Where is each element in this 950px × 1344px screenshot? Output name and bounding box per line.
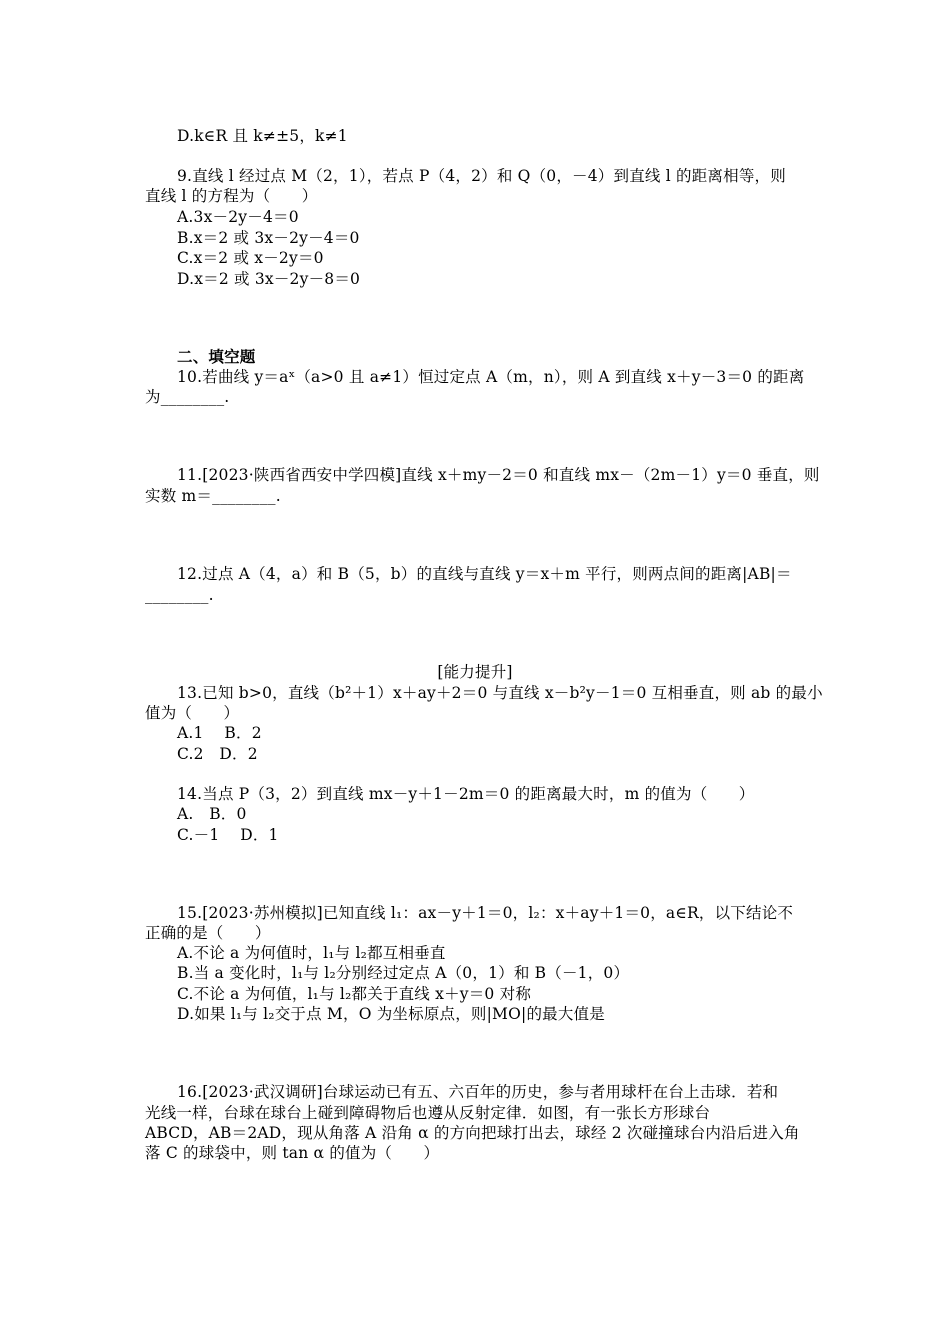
q14-options-ab: A. B．0 (177, 805, 247, 823)
q9-option-b: B.x＝2 或 3x－2y－4＝0 (177, 229, 360, 247)
q9-option-c: C.x＝2 或 x－2y＝0 (177, 249, 324, 267)
q9-option-a: A.3x－2y－4＝0 (177, 208, 299, 226)
q14-options-cd: C.－1 D．1 (177, 826, 279, 844)
q15-option-c: C.不论 a 为何值，l₁与 l₂都关于直线 x＋y＝0 对称 (177, 985, 532, 1003)
q15-option-d: D.如果 l₁与 l₂交于点 M，O 为坐标原点，则|MO|的最大值是 (177, 1005, 605, 1023)
q11-stem-line1: 11.[2023·陕西省西安中学四模]直线 x＋my－2＝0 和直线 mx－（2m－1）y＝0 垂直，则 (177, 466, 820, 484)
q9-option-d: D.x＝2 或 3x－2y－8＝0 (177, 270, 361, 288)
q15-option-b: B.当 a 变化时，l₁与 l₂分别经过定点 A（0，1）和 B（－1，0） (177, 964, 630, 982)
q13-stem-line2: 值为（ ） (145, 704, 240, 722)
q16-stem-line3: ABCD，AB＝2AD，现从角落 A 沿角 α 的方向把球打出去，球经 2 次碰撞球台内沿后进入角 (145, 1124, 800, 1142)
q13-stem-line1: 13.已知 b>0，直线（b²＋1）x＋ay＋2＝0 与直线 x－b²y－1＝0 互相垂直，则 ab 的最小 (177, 684, 823, 702)
q15-stem-line2: 正确的是（ ） (145, 924, 271, 942)
q11-stem-line2: 实数 m＝________. (145, 487, 281, 505)
q12-stem-line1: 12.过点 A（4，a）和 B（5，b）的直线与直线 y＝x＋m 平行，则两点间的距离|AB|＝ (177, 565, 792, 583)
q16-stem-line2: 光线一样，台球在球台上碰到障碍物后也遵从反射定律．如图，有一张长方形球台 (145, 1104, 711, 1122)
section-heading-fill-in: 二、填空题 (177, 347, 256, 366)
section-heading-ability: [能力提升] (437, 663, 513, 681)
q9-stem-line1: 9.直线 l 经过点 M（2，1），若点 P（4，2）和 Q（0，－4）到直线 l 的距离相等，则 (177, 167, 786, 185)
q15-option-a: A.不论 a 为何值时，l₁与 l₂都互相垂直 (177, 944, 446, 962)
q16-stem-line1: 16.[2023·武汉调研]台球运动已有五、六百年的历史，参与者用球杆在台上击球．若和 (177, 1083, 779, 1101)
q9-stem-line2: 直线 l 的方程为（ ） (145, 187, 318, 205)
q8-option-d: D.k∈R 且 k≠±5，k≠1 (177, 127, 348, 145)
q10-stem-line2: 为________. (145, 388, 230, 406)
q16-stem-line4: 落 C 的球袋中，则 tan α 的值为（ ） (145, 1144, 440, 1162)
q10-stem-line1: 10.若曲线 y＝aˣ（a>0 且 a≠1）恒过定点 A（m，n），则 A 到直线 x＋y－3＝0 的距离 (177, 368, 805, 386)
q13-options-ab: A.1 B．2 (177, 724, 262, 742)
q15-stem-line1: 15.[2023·苏州模拟]已知直线 l₁：ax－y＋1＝0，l₂：x＋ay＋1＝0，a∈R，以下结论不 (177, 904, 794, 922)
q13-options-cd: C.2 D．2 (177, 745, 258, 763)
q12-stem-line2: ________. (145, 586, 214, 604)
q14-stem: 14.当点 P（3，2）到直线 mx－y＋1－2m＝0 的距离最大时，m 的值为（ ） (177, 785, 755, 803)
